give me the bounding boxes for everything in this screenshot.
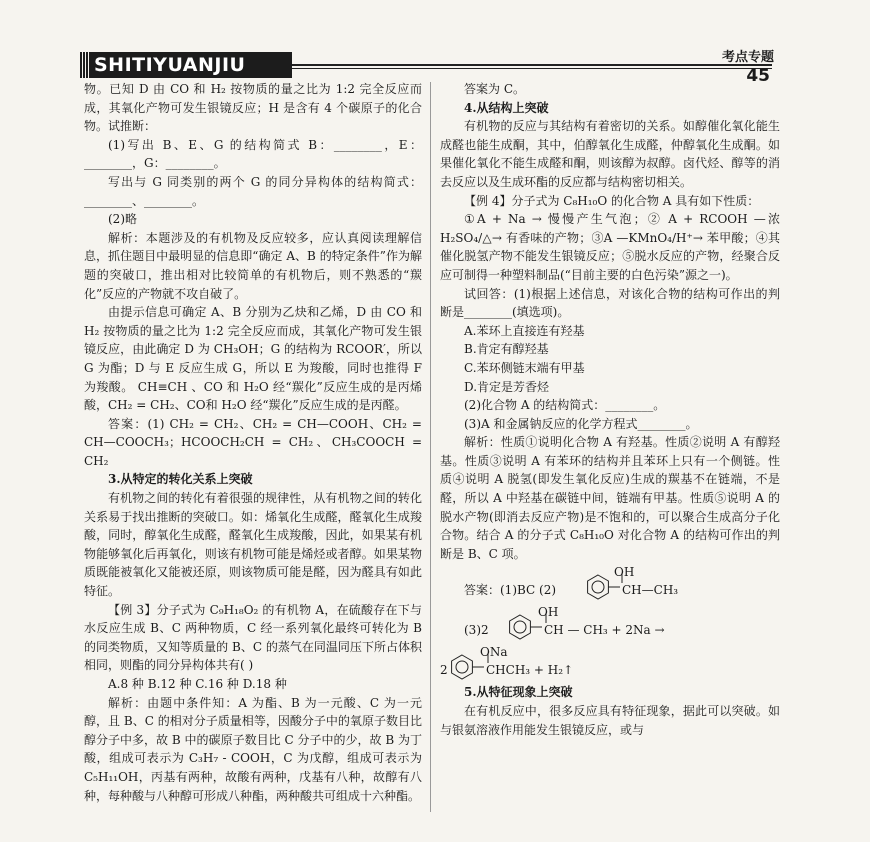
side-chain: CH — CH₃ + 2Na →: [544, 623, 665, 638]
question-1: (1)写出 B、E、G 的结构简式 B：________，E：________，G：________。: [84, 137, 422, 171]
example-4: 【例 4】分子式为 C₈H₁₀O 的化合物 A 具有如下性质：: [464, 193, 760, 208]
equation-structure-2: [440, 603, 780, 643]
paragraph: 有机物的反应与其结构有着密切的关系。如醇催化氧化能生成醛也能生成酮，其中，伯醇氧化生成醛，仲醇氧化生成酮。如果催化氧化不能生成醛和酮，则该醇为叔醇。卤代烃、醇等的消去反应以及生成环酯的反应都与结构密切相关。: [440, 119, 780, 189]
page-number: 45: [746, 66, 770, 86]
question-2: (2)略: [108, 212, 137, 227]
brand-text: SHITIYUANJIU: [94, 54, 246, 76]
analysis: 解析：由题中条件知：A 为酯、B 为一元酸、C 为一元醇，且 B、C 的相对分子质量相等，因酸分子中的氧原子数目比醇分子中多，故 B 中的碳原子数目比 C 分子中的少，故 B 为丁酸，组成可表示为 C₃H₇ - COOH，C 为戊醇，组成可表示为 C₅H₁₁OH，丙基有两种，故酸有两种，戊基有八种，故醇有八种，每种酸与八种醇可形成八种酯，两种酸共可组成十六种酯。: [84, 695, 422, 803]
analysis: 解析：本题涉及的有机物及反应较多，应认真阅读理解信息，抓住题目中最明显的信息即“确定 A、B 的特定条件”作为解题的突破口，推出相对比较简单的有机物后，则不熟悉的“羰化”反应的产物就不攻自破了。: [84, 230, 422, 301]
option-c: C.苯环侧链末端有甲基: [464, 360, 585, 375]
left-column: [84, 80, 422, 805]
brand-banner: [82, 52, 292, 78]
answer: 答案：(1) CH₂ = CH₂、CH₂ = CH—COOH、CH₂ = CH—COOCH₃；HCOOCH₂CH = CH₂、CH₃COOCH = CH₂: [84, 416, 422, 468]
column-divider: [430, 82, 431, 812]
question-isomers: 写出与 G 同类别的两个 G 的同分异构体的结构简式：________、________。: [84, 174, 422, 208]
example-4-properties: ①A + Na → 慢慢产生气泡；② A + RCOOH —浓 H₂SO₄/△→ 有香味的产物；③A —KMnO₄/H⁺→ 苯甲酸；④其催化脱氢产物不能发生银镜反应；⑤脱水反应的产物，经聚合反应可制得一种塑料制品(“目前主要的白色污染”源之一)。: [440, 212, 780, 282]
answer: 答案为 C。: [464, 82, 525, 96]
paragraph: 物。已知 D 由 CO 和 H₂ 按物质的量之比为 1:2 完全反应而成，其氧化产物可发生银镜反应；H 是含有 4 个碳原子的化合物。试推断：: [84, 82, 422, 134]
answer-prefix: 答案：(1)BC (2): [464, 583, 557, 598]
substituent-oh: OH: [614, 565, 635, 580]
option-d: D.肯定是芳香烃: [464, 379, 550, 394]
side-chain: CHCH₃ + H₂↑: [486, 663, 574, 678]
coefficient: (3)2: [464, 623, 489, 638]
question-3: (3)A 和金属钠反应的化学方程式________。: [464, 416, 698, 431]
section-heading-3: 3.从特定的转化关系上突破: [108, 472, 253, 487]
analysis-cont: 由提示信息可确定 A、B 分别为乙炔和乙烯，D 由 CO 和 H₂ 按物质的量之比为 1:2 完全反应而成，其氧化产物可发生银镜反应，由此确定 D 为 CH₃OH；G 的结构为 RCOOR′，所以 G 为酯；D 与 E 反应生成 G，所以 E 为羧酸，同时也推得 F 为羧酸。 CH≡CH 、CO 和 H₂O 经“羰化”反应生成的是丙烯酸，CH₂ = CH₂、CO和 H₂O 经“羰化”反应生成的是丙醛。: [84, 305, 422, 413]
paragraph: 有机物之间的转化有着很强的规律性，从有机物之间的转化关系易于找出推断的突破口。如：烯氧化生成醛，醛氧化生成羧酸，同时，醇氧化生成醛，醛氧化生成羧酸，因此，如果某有机物能够氧化后再氧化，则该有机物可能是烯烃或者醇。如果某物质既能被氧化又能被还原，则该物质可能是醛，因为醛具有如此特征。: [84, 491, 422, 599]
option-b: B.肯定有醇羟基: [464, 342, 549, 357]
right-column: [440, 80, 780, 739]
question-2: (2)化合物 A 的结构简式：________。: [464, 398, 666, 413]
example-3-options: A.8 种 B.12 种 C.16 种 D.18 种: [108, 677, 287, 691]
question-1: 试回答：(1)根据上述信息，对该化合物的结构可作出的判断是________(填选项)。: [440, 286, 780, 320]
paragraph: 在有机反应中，很多反应具有特征现象，据此可以突破。如与银氨溶液作用能发生银镜反应，或与: [440, 704, 780, 737]
section-heading-5: 5.从特征现象上突破: [464, 685, 573, 700]
header-rule-thin: [292, 68, 772, 69]
substituent-oh: OH: [538, 605, 559, 620]
analysis: 解析：性质①说明化合物 A 有羟基。性质②说明 A 有醇羟基。性质③说明 A 有苯环的结构并且苯环上只有一个侧链。性质④说明 A 脱氢(即发生氧化反应)生成的羰基不在链端，不是醛，所以 A 中羟基在碳链中间，链端有甲基。性质⑤说明 A 的脱水产物(即消去反应产物)是不饱和的，可以聚合生成高分子化合物。结合 A 的分子式 C₈H₁₀O 对化合物 A 的结构可作出的判断是 B、C 项。: [440, 435, 780, 561]
substituent-ona: ONa: [480, 645, 508, 660]
option-a: A.苯环上直接连有羟基: [464, 323, 585, 338]
answer-structure-1: [440, 563, 780, 603]
equation-structure-3: [440, 643, 780, 683]
side-chain: CH—CH₃: [622, 583, 679, 598]
header-rule: [292, 64, 772, 66]
section-heading-4: 4.从结构上突破: [464, 100, 549, 115]
example-3: 【例 3】分子式为 C₉H₁₈O₂ 的有机物 A，在硫酸存在下与水反应生成 B、C 两种物质，C 经一系列氧化最终可转化为 B 的同类物质，又知等质量的 B、C 的蒸气在同温同压下所占体积相同，则酯的同分异构体共有( ): [84, 602, 422, 673]
coefficient: 2: [440, 663, 448, 678]
topic-label: 考点专题: [721, 50, 774, 65]
